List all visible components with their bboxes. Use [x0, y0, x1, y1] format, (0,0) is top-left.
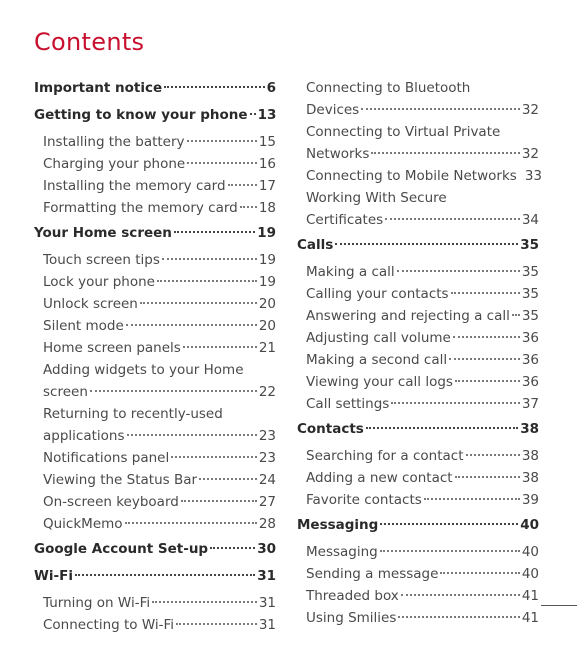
toc-entry-row [306, 349, 539, 371]
toc-entry-row [306, 393, 539, 415]
toc-entry-row [297, 234, 539, 256]
toc-entry-row [306, 541, 539, 563]
toc-entry-title-line: Connecting to Bluetooth [306, 80, 471, 96]
toc-entry-row [43, 293, 276, 315]
toc-page-number: 24 [258, 472, 276, 488]
toc-entry-link[interactable] [297, 563, 539, 585]
dot-leader [398, 616, 519, 618]
toc-entry-title: Home screen panels [43, 340, 181, 356]
dot-leader [385, 218, 520, 220]
toc-page-number: 35 [520, 237, 539, 253]
toc-entry-link[interactable] [297, 305, 539, 327]
toc-entry-link[interactable] [34, 359, 276, 403]
toc-entry-row [297, 418, 539, 440]
toc-entry-link[interactable] [34, 592, 276, 614]
toc-entry-row [34, 222, 276, 244]
toc-entry-title: applications [43, 428, 125, 444]
toc-entry-row [43, 447, 276, 469]
toc-entry-row [306, 143, 539, 165]
toc-page-number: 19 [257, 225, 276, 241]
toc-entry-title: Silent mode [43, 318, 124, 334]
toc-entry-row [43, 271, 276, 293]
dot-leader [449, 358, 520, 360]
toc-page-number: 40 [521, 544, 539, 560]
toc-entry-link[interactable] [297, 489, 539, 511]
dot-leader [361, 108, 520, 110]
toc-page-number: 28 [258, 516, 276, 532]
toc-entry-title: Sending a message [306, 566, 439, 582]
dot-leader [455, 380, 520, 382]
toc-page-number: 40 [520, 517, 539, 533]
toc-section-link[interactable] [34, 565, 276, 587]
dot-leader [512, 314, 520, 316]
toc-page-number: 32 [521, 146, 539, 162]
toc-entry-title: Getting to know your phone [34, 107, 248, 123]
toc-entry-title-line: Adding widgets to your Home [43, 362, 244, 378]
toc-entry-link[interactable] [34, 403, 276, 447]
toc-section-link[interactable] [34, 222, 276, 244]
toc-page-number: 20 [258, 318, 276, 334]
dot-leader [397, 270, 520, 272]
dot-leader [90, 390, 257, 392]
dot-leader [187, 162, 257, 164]
toc-entry-row [43, 153, 276, 175]
toc-entry-title: Messaging [297, 517, 379, 533]
toc-section-link[interactable] [34, 104, 276, 126]
toc-entry-row [306, 489, 539, 511]
footer-rule [541, 605, 577, 606]
toc-entry-row [34, 104, 276, 126]
dot-leader [199, 478, 257, 480]
toc-section-link[interactable] [34, 77, 276, 99]
toc-entry-link[interactable] [297, 187, 539, 231]
toc-entry-link[interactable] [34, 513, 276, 535]
toc-entry-title: Adjusting call volume [306, 330, 451, 346]
dot-leader [380, 523, 518, 525]
toc-entry-title: Connecting to Wi-Fi [43, 617, 175, 633]
toc-entry-row [306, 165, 542, 187]
toc-entry-link[interactable] [34, 447, 276, 469]
toc-page-number: 31 [258, 595, 276, 611]
toc-entry-link[interactable] [297, 283, 539, 305]
toc-page-number: 36 [521, 330, 539, 346]
page-title: Contents [34, 28, 145, 56]
dot-leader [210, 547, 255, 549]
dot-leader [453, 336, 520, 338]
toc-page-number: 30 [257, 541, 276, 557]
toc-entry-row [306, 305, 539, 327]
toc-entry-row [306, 445, 539, 467]
dot-leader [176, 623, 257, 625]
toc-page-number: 27 [258, 494, 276, 510]
toc-entry-link[interactable] [297, 121, 539, 165]
toc-entry-title: Formatting the memory card [43, 200, 238, 216]
toc-entry-link[interactable] [34, 315, 276, 337]
dot-leader [440, 572, 519, 574]
toc-entry-title: Networks [306, 146, 370, 162]
dot-leader [366, 427, 518, 429]
toc-page-number: 39 [521, 492, 539, 508]
toc-entry-title: Favorite contacts [306, 492, 422, 508]
toc-page-number: 18 [258, 200, 276, 216]
toc-entry-link[interactable] [297, 445, 539, 467]
toc-page-number: 36 [521, 374, 539, 390]
toc-entry-row [34, 538, 276, 560]
toc-entry-link[interactable] [297, 371, 539, 393]
toc-entry-title: Calls [297, 237, 334, 253]
toc-entry-title: Installing the memory card [43, 178, 226, 194]
toc-page-number: 23 [258, 428, 276, 444]
dot-leader [401, 594, 520, 596]
toc-entry-title-line: Working With Secure [306, 190, 447, 206]
dot-leader [126, 324, 257, 326]
dot-leader [125, 522, 257, 524]
toc-page-number: 17 [258, 178, 276, 194]
toc-page-number: 20 [258, 296, 276, 312]
toc-entry-title-line: Returning to recently-used [43, 406, 223, 422]
toc-entry-title: Call settings [306, 396, 390, 412]
toc-entry-title: Connecting to Mobile Networks [306, 168, 517, 184]
dot-leader [140, 302, 257, 304]
dot-leader [187, 140, 257, 142]
toc-entry-row [306, 371, 539, 393]
toc-page-number: 35 [521, 286, 539, 302]
toc-page-number: 37 [521, 396, 539, 412]
toc-entry-row [43, 175, 276, 197]
toc-entry-title: Google Account Set-up [34, 541, 209, 557]
toc-page-number: 32 [521, 102, 539, 118]
toc-entry-row [43, 315, 276, 337]
dot-leader [250, 113, 256, 115]
dot-leader [171, 456, 257, 458]
toc-entry-title: Viewing the Status Bar [43, 472, 198, 488]
toc-entry-row [43, 131, 276, 153]
dot-leader [451, 292, 520, 294]
toc-entry-title: Using Smilies [306, 610, 397, 626]
dot-leader [466, 454, 520, 456]
toc-entry-link[interactable] [297, 77, 539, 121]
toc-entry-title: On-screen keyboard [43, 494, 179, 510]
toc-page-number: 34 [521, 212, 539, 228]
toc-section-link[interactable] [297, 234, 539, 256]
toc-entry-title: Touch screen tips [43, 252, 160, 268]
toc-entry-row [43, 337, 276, 359]
toc-entry-row [43, 381, 276, 403]
toc-page-number: 16 [258, 156, 276, 172]
dot-leader [75, 574, 255, 576]
toc-entry-row [297, 514, 539, 536]
toc-page-number: 21 [258, 340, 276, 356]
toc-entry-title: Messaging [306, 544, 378, 560]
toc-entry-link[interactable] [297, 327, 539, 349]
toc-entry-link[interactable] [34, 197, 276, 219]
toc-entry-title: Contacts [297, 421, 364, 437]
toc-entry-link[interactable] [297, 607, 539, 629]
toc-entry-link[interactable] [34, 271, 276, 293]
toc-page-number: 33 [524, 168, 542, 184]
toc-entry-link[interactable] [34, 337, 276, 359]
toc-page-number: 15 [258, 134, 276, 150]
dot-leader [371, 152, 519, 154]
toc-entry-row [306, 585, 539, 607]
toc-page-number: 13 [257, 107, 277, 123]
toc-entry-title: Calling your contacts [306, 286, 449, 302]
toc-entry-title: Installing the battery [43, 134, 185, 150]
toc-entry-link[interactable] [297, 349, 539, 371]
toc-entry-title: Wi-Fi [34, 568, 73, 584]
toc-entry-row [306, 607, 539, 629]
toc-entry-title: Notifications panel [43, 450, 170, 466]
dot-leader [162, 258, 257, 260]
toc-entry-row [43, 491, 276, 513]
toc-page-number: 36 [521, 352, 539, 368]
toc-entry-title: QuickMemo [43, 516, 123, 532]
dot-leader [127, 434, 257, 436]
toc-page-number: 38 [521, 448, 539, 464]
toc-entry-link[interactable] [297, 585, 539, 607]
toc-entry-link[interactable] [297, 261, 539, 283]
toc-entry-link[interactable] [34, 175, 276, 197]
toc-page-number: 6 [266, 80, 276, 96]
toc-entry-title: Your Home screen [34, 225, 172, 241]
toc-entry-title: Turning on Wi-Fi [43, 595, 151, 611]
toc-entry-row [306, 261, 539, 283]
toc-entry-row [34, 77, 276, 99]
toc-entry-row [34, 565, 276, 587]
toc-page-number: 40 [521, 566, 539, 582]
toc-page-number: 38 [520, 421, 539, 437]
toc-entry-title: Answering and rejecting a call [306, 308, 510, 324]
toc-section-link[interactable] [297, 514, 539, 536]
toc-entry-link[interactable] [34, 614, 276, 636]
toc-entry-title-line: Connecting to Virtual Private [306, 124, 501, 140]
toc-entry-row [43, 197, 276, 219]
toc-page-number: 23 [258, 450, 276, 466]
dot-leader [181, 500, 257, 502]
toc-entry-row [306, 99, 539, 121]
dot-leader [455, 476, 520, 478]
toc-entry-title: Making a second call [306, 352, 448, 368]
toc-entry-row [306, 467, 539, 489]
toc-entry-row [43, 614, 276, 636]
toc-entry-title: Viewing your call logs [306, 374, 453, 390]
dot-leader [152, 601, 257, 603]
toc-entry-row [306, 209, 539, 231]
toc-page-number: 19 [258, 252, 276, 268]
toc-entry-row [43, 249, 276, 271]
toc-entry-title: Threaded box [306, 588, 399, 604]
dot-leader [380, 550, 520, 552]
toc-entry-title: Unlock screen [43, 296, 138, 312]
dot-leader [174, 231, 255, 233]
toc-entry-link[interactable] [297, 541, 539, 563]
toc-entry-link[interactable] [297, 165, 542, 187]
toc-page-number: 31 [258, 617, 276, 633]
dot-leader [335, 243, 518, 245]
toc-page-number: 35 [521, 308, 539, 324]
toc-entry-title: Certificates [306, 212, 384, 228]
dot-leader [240, 206, 257, 208]
toc-entry-row [43, 425, 276, 447]
toc-entry-link[interactable] [34, 293, 276, 315]
toc-page-number: 35 [521, 264, 539, 280]
toc-page-number: 22 [258, 384, 276, 400]
dot-leader [164, 86, 264, 88]
toc-entry-title: Searching for a contact [306, 448, 464, 464]
toc-column-right [297, 77, 542, 629]
toc-entry-row [306, 563, 539, 585]
dot-leader [183, 346, 257, 348]
toc-entry-title: Charging your phone [43, 156, 186, 172]
toc-entry-row [43, 592, 276, 614]
toc-entry-row [306, 327, 539, 349]
dot-leader [391, 402, 519, 404]
toc-entry-link[interactable] [297, 467, 539, 489]
toc-entry-link[interactable] [34, 131, 276, 153]
toc-entry-title: screen [43, 384, 88, 400]
toc-entry-link[interactable] [34, 491, 276, 513]
toc-entry-row [43, 469, 276, 491]
toc-entry-link[interactable] [297, 393, 539, 415]
toc-entry-title: Lock your phone [43, 274, 155, 290]
toc-entry-row [306, 283, 539, 305]
toc-entry-title: Devices [306, 102, 360, 118]
toc-entry-title: Important notice [34, 80, 163, 96]
toc-section-link[interactable] [34, 538, 276, 560]
toc-page-number: 41 [521, 610, 539, 626]
toc-page-number: 31 [257, 568, 276, 584]
dot-leader [228, 184, 257, 186]
dot-leader [157, 280, 257, 282]
toc-entry-link[interactable] [34, 469, 276, 491]
toc-page-number: 41 [521, 588, 539, 604]
toc-page-number: 19 [258, 274, 276, 290]
toc-entry-row [43, 513, 276, 535]
toc-entry-link[interactable] [34, 153, 276, 175]
dot-leader [424, 498, 520, 500]
toc-column-left [34, 77, 276, 636]
toc-entry-title: Adding a new contact [306, 470, 453, 486]
toc-entry-link[interactable] [34, 249, 276, 271]
toc-section-link[interactable] [297, 418, 539, 440]
toc-entry-title: Making a call [306, 264, 395, 280]
toc-page-number: 38 [521, 470, 539, 486]
